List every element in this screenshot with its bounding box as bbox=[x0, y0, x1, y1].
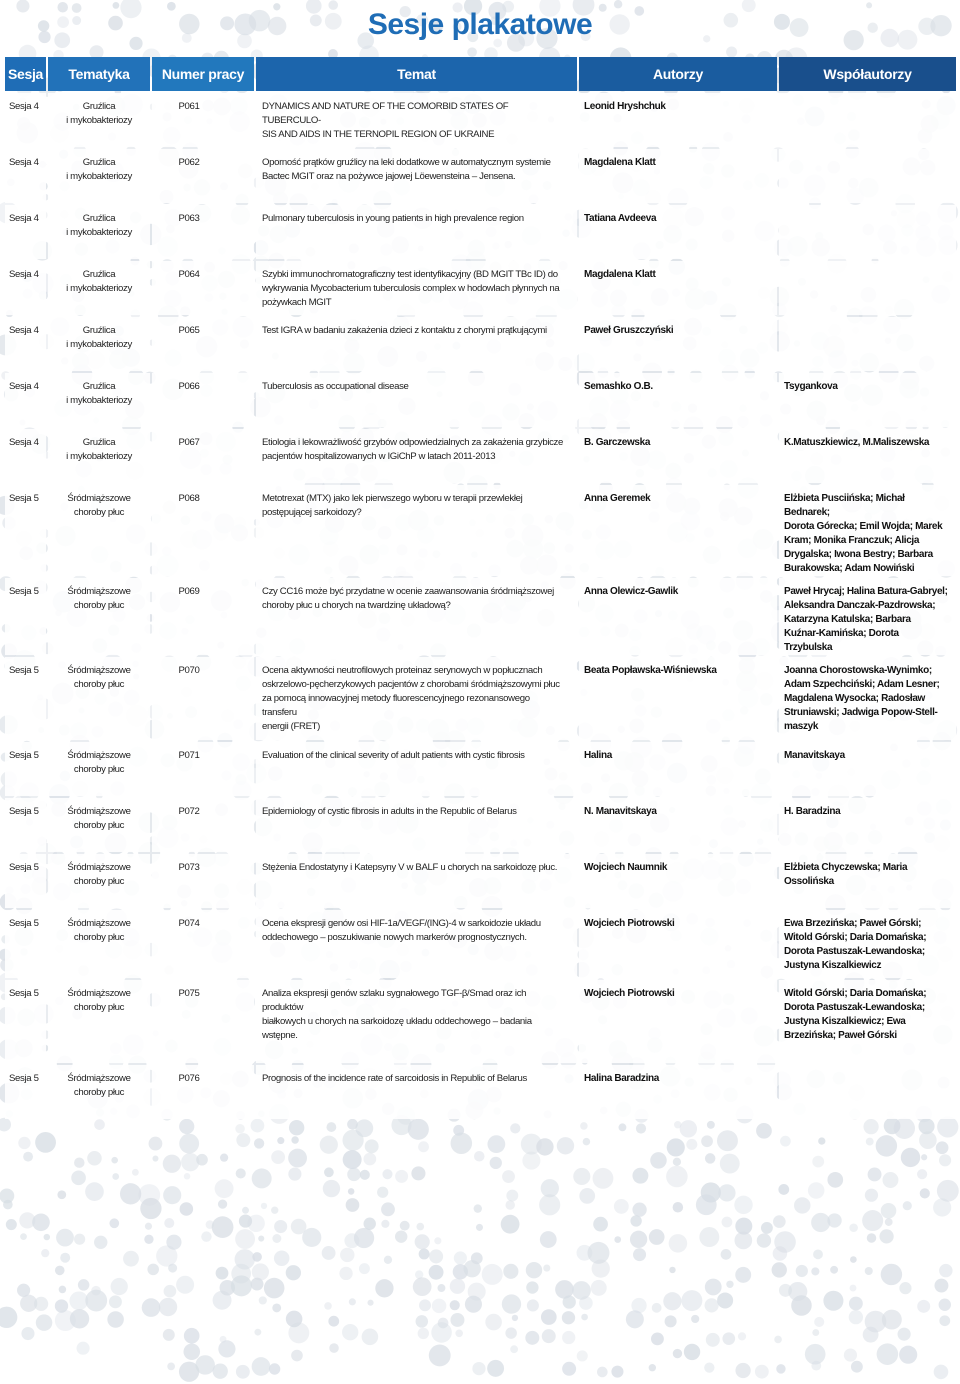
cell-autorzy: Wojciech Piotrowski bbox=[579, 980, 777, 1063]
cell-numer-pracy: P074 bbox=[152, 910, 254, 978]
cell-numer-pracy: P070 bbox=[152, 657, 254, 740]
cell-numer-pracy: P068 bbox=[152, 485, 254, 576]
cell-tematyka: Śródmiąższowe choroby płuc bbox=[48, 910, 150, 978]
cell-tematyka: Gruźlica i mykobakteriozy bbox=[48, 317, 150, 371]
cell-sesja: Sesja 5 bbox=[5, 1065, 46, 1119]
cell-numer-pracy: P067 bbox=[152, 429, 254, 483]
table-row bbox=[5, 429, 956, 483]
cell-sesja: Sesja 4 bbox=[5, 93, 46, 147]
table-row bbox=[5, 798, 956, 852]
cell-sesja: Sesja 5 bbox=[5, 854, 46, 908]
cell-autorzy: Halina bbox=[579, 742, 777, 796]
table-row bbox=[5, 149, 956, 203]
cell-sesja: Sesja 4 bbox=[5, 205, 46, 259]
header-numer-pracy: Numer pracy bbox=[152, 57, 254, 91]
cell-temat: Tuberculosis as occupational disease bbox=[256, 373, 577, 427]
cell-temat: Szybki immunochromatograficzny test identyfikacyjny (BD MGIT TBc ID) do wykrywania Mycobacterium tuberculosis complex w hodowlach płynnych na pożywkach MGIT bbox=[256, 261, 577, 315]
cell-autorzy: Tatiana Avdeeva bbox=[579, 205, 777, 259]
cell-temat: DYNAMICS AND NATURE OF THE COMORBID STATES OF TUBERCULO- SIS AND AIDS IN THE TERNOPIL REGION OF UKRAINE bbox=[256, 93, 577, 147]
table-row bbox=[5, 1065, 956, 1119]
cell-autorzy: Magdalena Klatt bbox=[579, 261, 777, 315]
cell-tematyka: Śródmiąższowe choroby płuc bbox=[48, 657, 150, 740]
cell-temat: Oporność prątków gruźlicy na leki dodatkowe w automatycznym systemie Bactec MGIT oraz na pożywce jajowej Löewensteina – Jensena. bbox=[256, 149, 577, 203]
cell-temat: Evaluation of the clinical severity of adult patients with cystic fibrosis bbox=[256, 742, 577, 796]
cell-sesja: Sesja 5 bbox=[5, 485, 46, 576]
cell-tematyka: Śródmiąższowe choroby płuc bbox=[48, 1065, 150, 1119]
cell-numer-pracy: P072 bbox=[152, 798, 254, 852]
cell-wspolautorzy: Joanna Chorostowska-Wynimko; Adam Szpechciński; Adam Lesner; Magdalena Wysocka; Radosław Struniawski; Jadwiga Popow-Stell- maszyk bbox=[779, 657, 956, 740]
cell-wspolautorzy bbox=[779, 317, 956, 371]
cell-autorzy: Leonid Hryshchuk bbox=[579, 93, 777, 147]
cell-sesja: Sesja 4 bbox=[5, 261, 46, 315]
cell-autorzy: Paweł Gruszczyński bbox=[579, 317, 777, 371]
cell-wspolautorzy: Manavitskaya bbox=[779, 742, 956, 796]
cell-sesja: Sesja 4 bbox=[5, 149, 46, 203]
cell-sesja: Sesja 5 bbox=[5, 657, 46, 740]
cell-numer-pracy: P061 bbox=[152, 93, 254, 147]
cell-temat: Epidemiology of cystic fibrosis in adults in the Republic of Belarus bbox=[256, 798, 577, 852]
cell-wspolautorzy bbox=[779, 149, 956, 203]
table-row bbox=[5, 910, 956, 978]
poster-sessions-table bbox=[3, 55, 958, 1121]
cell-sesja: Sesja 5 bbox=[5, 910, 46, 978]
cell-numer-pracy: P064 bbox=[152, 261, 254, 315]
cell-tematyka: Śródmiąższowe choroby płuc bbox=[48, 485, 150, 576]
header-autorzy: Autorzy bbox=[579, 57, 777, 91]
cell-autorzy: B. Garczewska bbox=[579, 429, 777, 483]
cell-temat: Ocena aktywności neutrofilowych proteinaz serynowych w popłucznach oskrzelowo-pęcherzykowych pacjentów z chorobami śródmiąższowymi płuc za pomocą innowacyjnej metody fluorescencyjnego rezonansowego transferu energii (FRET) bbox=[256, 657, 577, 740]
cell-wspolautorzy bbox=[779, 93, 956, 147]
cell-autorzy: Semashko O.B. bbox=[579, 373, 777, 427]
cell-autorzy: Wojciech Piotrowski bbox=[579, 910, 777, 978]
cell-tematyka: Gruźlica i mykobakteriozy bbox=[48, 149, 150, 203]
cell-temat: Pulmonary tuberculosis in young patients in high prevalence region bbox=[256, 205, 577, 259]
cell-wspolautorzy: H. Baradzina bbox=[779, 798, 956, 852]
cell-tematyka: Gruźlica i mykobakteriozy bbox=[48, 261, 150, 315]
cell-numer-pracy: P063 bbox=[152, 205, 254, 259]
table-row bbox=[5, 657, 956, 740]
cell-temat: Prognosis of the incidence rate of sarcoidosis in Republic of Belarus bbox=[256, 1065, 577, 1119]
cell-wspolautorzy: Paweł Hrycaj; Halina Batura-Gabryel; Aleksandra Danczak-Pazdrowska; Katarzyna Katulska; Barbara Kuźnar-Kamińska; Dorota Trzybulska bbox=[779, 578, 956, 655]
header-sesja: Sesja bbox=[5, 57, 46, 91]
cell-wspolautorzy: Tsygankova bbox=[779, 373, 956, 427]
cell-numer-pracy: P062 bbox=[152, 149, 254, 203]
page-title: Sesje plakatowe bbox=[367, 8, 593, 41]
cell-tematyka: Śródmiąższowe choroby płuc bbox=[48, 742, 150, 796]
cell-sesja: Sesja 5 bbox=[5, 742, 46, 796]
cell-autorzy: Anna Olewicz-Gawlik bbox=[579, 578, 777, 655]
table-row bbox=[5, 317, 956, 371]
table-row bbox=[5, 742, 956, 796]
table-row bbox=[5, 485, 956, 576]
cell-tematyka: Śródmiąższowe choroby płuc bbox=[48, 798, 150, 852]
table-row bbox=[5, 93, 956, 147]
cell-sesja: Sesja 5 bbox=[5, 980, 46, 1063]
cell-sesja: Sesja 4 bbox=[5, 373, 46, 427]
cell-autorzy: Magdalena Klatt bbox=[579, 149, 777, 203]
table-row bbox=[5, 980, 956, 1063]
cell-tematyka: Gruźlica i mykobakteriozy bbox=[48, 205, 150, 259]
cell-wspolautorzy bbox=[779, 1065, 956, 1119]
header-temat: Temat bbox=[256, 57, 577, 91]
cell-sesja: Sesja 4 bbox=[5, 317, 46, 371]
cell-wspolautorzy bbox=[779, 261, 956, 315]
table-row bbox=[5, 205, 956, 259]
cell-temat: Test IGRA w badaniu zakażenia dzieci z kontaktu z chorymi prątkującymi bbox=[256, 317, 577, 371]
cell-temat: Etiologia i lekowrażliwość grzybów odpowiedzialnych za zakażenia grzybicze pacjentów hospitalizowanych w IGiChP w latach 2011-2013 bbox=[256, 429, 577, 483]
cell-numer-pracy: P076 bbox=[152, 1065, 254, 1119]
cell-autorzy: Anna Geremek bbox=[579, 485, 777, 576]
cell-wspolautorzy: Witold Górski; Daria Domańska; Dorota Pastuszak-Lewandoska; Justyna Kiszalkiewicz; Ewa Brzezińska; Paweł Górski bbox=[779, 980, 956, 1063]
table-header-row bbox=[5, 57, 956, 91]
cell-tematyka: Gruźlica i mykobakteriozy bbox=[48, 373, 150, 427]
table-row bbox=[5, 261, 956, 315]
cell-temat: Stężenia Endostatyny i Katepsyny V w BALF u chorych na sarkoidozę płuc. bbox=[256, 854, 577, 908]
cell-wspolautorzy: Elżbieta Chyczewska; Maria Ossolińska bbox=[779, 854, 956, 908]
cell-numer-pracy: P075 bbox=[152, 980, 254, 1063]
cell-temat: Ocena ekspresji genów osi HIF-1a/VEGF/(ING)-4 w sarkoidozie układu oddechowego – poszukiwanie nowych markerów prognostycznych. bbox=[256, 910, 577, 978]
cell-numer-pracy: P069 bbox=[152, 578, 254, 655]
header-tematyka: Tematyka bbox=[48, 57, 150, 91]
cell-wspolautorzy: K.Matuszkiewicz, M.Maliszewska bbox=[779, 429, 956, 483]
cell-tematyka: Śródmiąższowe choroby płuc bbox=[48, 854, 150, 908]
table-row bbox=[5, 854, 956, 908]
cell-autorzy: Beata Popławska-Wiśniewska bbox=[579, 657, 777, 740]
cell-numer-pracy: P071 bbox=[152, 742, 254, 796]
cell-sesja: Sesja 5 bbox=[5, 578, 46, 655]
cell-sesja: Sesja 4 bbox=[5, 429, 46, 483]
cell-tematyka: Śródmiąższowe choroby płuc bbox=[48, 578, 150, 655]
cell-wspolautorzy: Ewa Brzezińska; Paweł Górski; Witold Górski; Daria Domańska; Dorota Pastuszak-Lewandoska; Justyna Kiszalkiewicz bbox=[779, 910, 956, 978]
cell-wspolautorzy: Elżbieta Pusciińska; Michał Bednarek; Dorota Górecka; Emil Wojda; Marek Kram; Monika Franczuk; Alicja Drygalska; Iwona Bestry; Barbara Burakowska; Adam Nowiński bbox=[779, 485, 956, 576]
table-row bbox=[5, 373, 956, 427]
cell-temat: Analiza ekspresji genów szlaku sygnałowego TGF-β/Smad oraz ich produktów białkowych u chorych na sarkoidozę układu oddechowego – badania wstępne. bbox=[256, 980, 577, 1063]
cell-wspolautorzy bbox=[779, 205, 956, 259]
cell-tematyka: Gruźlica i mykobakteriozy bbox=[48, 429, 150, 483]
cell-autorzy: Halina Baradzina bbox=[579, 1065, 777, 1119]
table-row bbox=[5, 578, 956, 655]
cell-temat: Metotrexat (MTX) jako lek pierwszego wyboru w terapii przewlekłej postępującej sarkoidozy? bbox=[256, 485, 577, 576]
cell-autorzy: N. Manavitskaya bbox=[579, 798, 777, 852]
cell-temat: Czy CC16 może być przydatne w ocenie zaawansowania śródmiąższowej choroby płuc u chorych na twardzinę układową? bbox=[256, 578, 577, 655]
header-wspolautorzy: Współautorzy bbox=[779, 57, 956, 91]
cell-numer-pracy: P066 bbox=[152, 373, 254, 427]
cell-sesja: Sesja 5 bbox=[5, 798, 46, 852]
cell-numer-pracy: P065 bbox=[152, 317, 254, 371]
cell-tematyka: Śródmiąższowe choroby płuc bbox=[48, 980, 150, 1063]
cell-numer-pracy: P073 bbox=[152, 854, 254, 908]
cell-autorzy: Wojciech Naumnik bbox=[579, 854, 777, 908]
cell-tematyka: Gruźlica i mykobakteriozy bbox=[48, 93, 150, 147]
